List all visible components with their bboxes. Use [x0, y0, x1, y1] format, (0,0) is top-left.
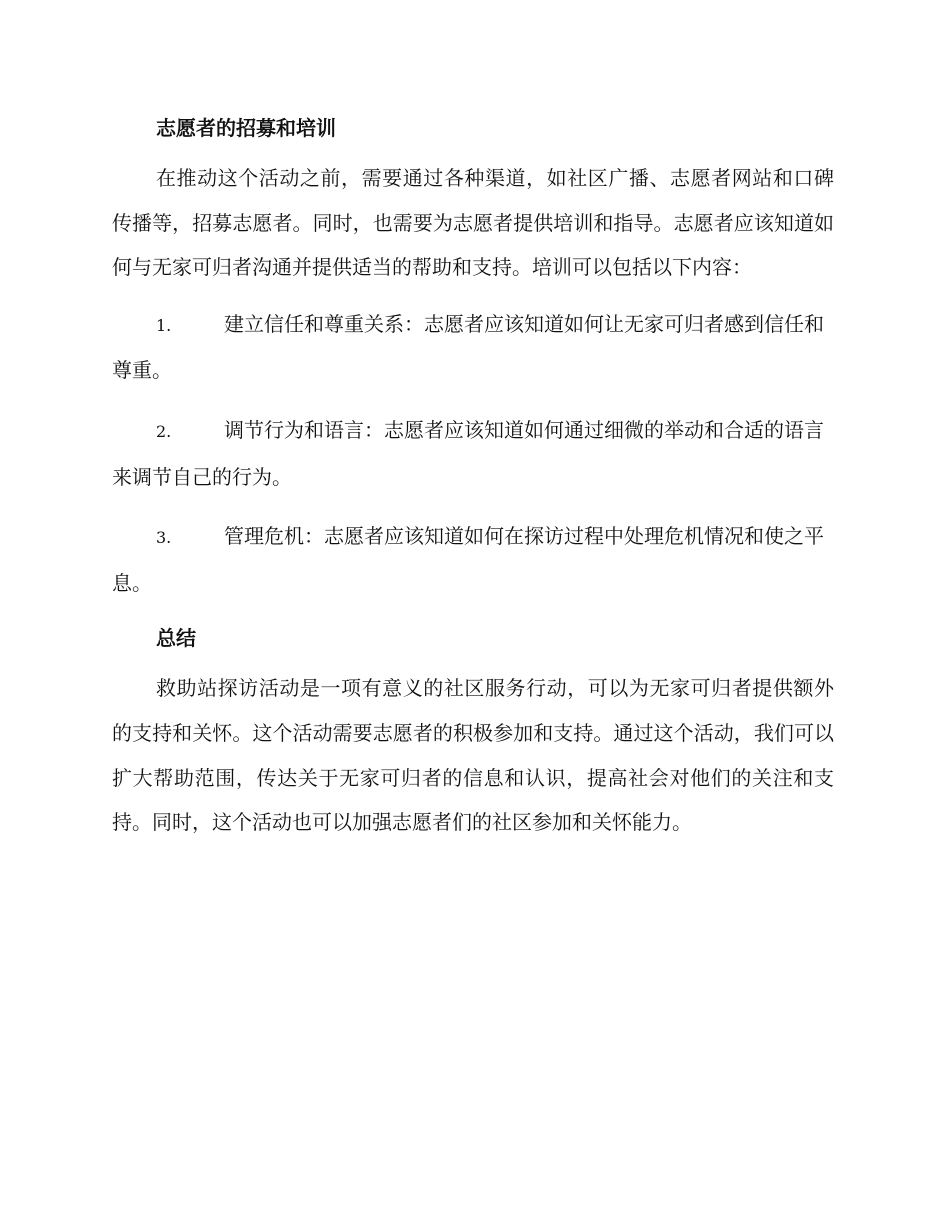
recruitment-paragraph: 在推动这个活动之前，需要通过各种渠道，如社区广播、志愿者网站和口碑传播等，招募志愿者。同时，也需要为志愿者提供培训和指导。志愿者应该知道如何与无家可归者沟通并提供适当的帮助和支持。培训可以包括以下内容： [112, 166, 834, 280]
list-item-text: 调节行为和语言：志愿者应该知道如何通过细微的举动和合适的语言来调节自己的行为。 [112, 417, 824, 489]
section-heading-summary: 总结 [156, 626, 196, 651]
list-item [112, 514, 834, 605]
document-content [112, 110, 834, 857]
list-number: 3. [156, 528, 172, 548]
summary-paragraph: 救助站探访活动是一项有意义的社区服务行动，可以为无家可归者提供额外的支持和关怀。这个活动需要志愿者的积极参加和支持。通过这个活动，我们可以扩大帮助范围，传达关于无家可归者的信息和认识，提高社会对他们的关注和支持。同时，这个活动也可以加强志愿者们的社区参加和关怀能力。 [112, 676, 834, 835]
list-number: 1. [156, 315, 172, 335]
section-heading-recruitment: 志愿者的招募和培训 [156, 116, 336, 140]
list-item-text: 建立信任和尊重关系：志愿者应该知道如何让无家可归者感到信任和尊重。 [112, 311, 824, 383]
list-item-text: 管理危机：志愿者应该知道如何在探访过程中处理危机情况和使之平息。 [112, 524, 824, 595]
list-item [112, 302, 834, 393]
list-item [112, 408, 834, 499]
list-number: 2. [156, 421, 172, 441]
